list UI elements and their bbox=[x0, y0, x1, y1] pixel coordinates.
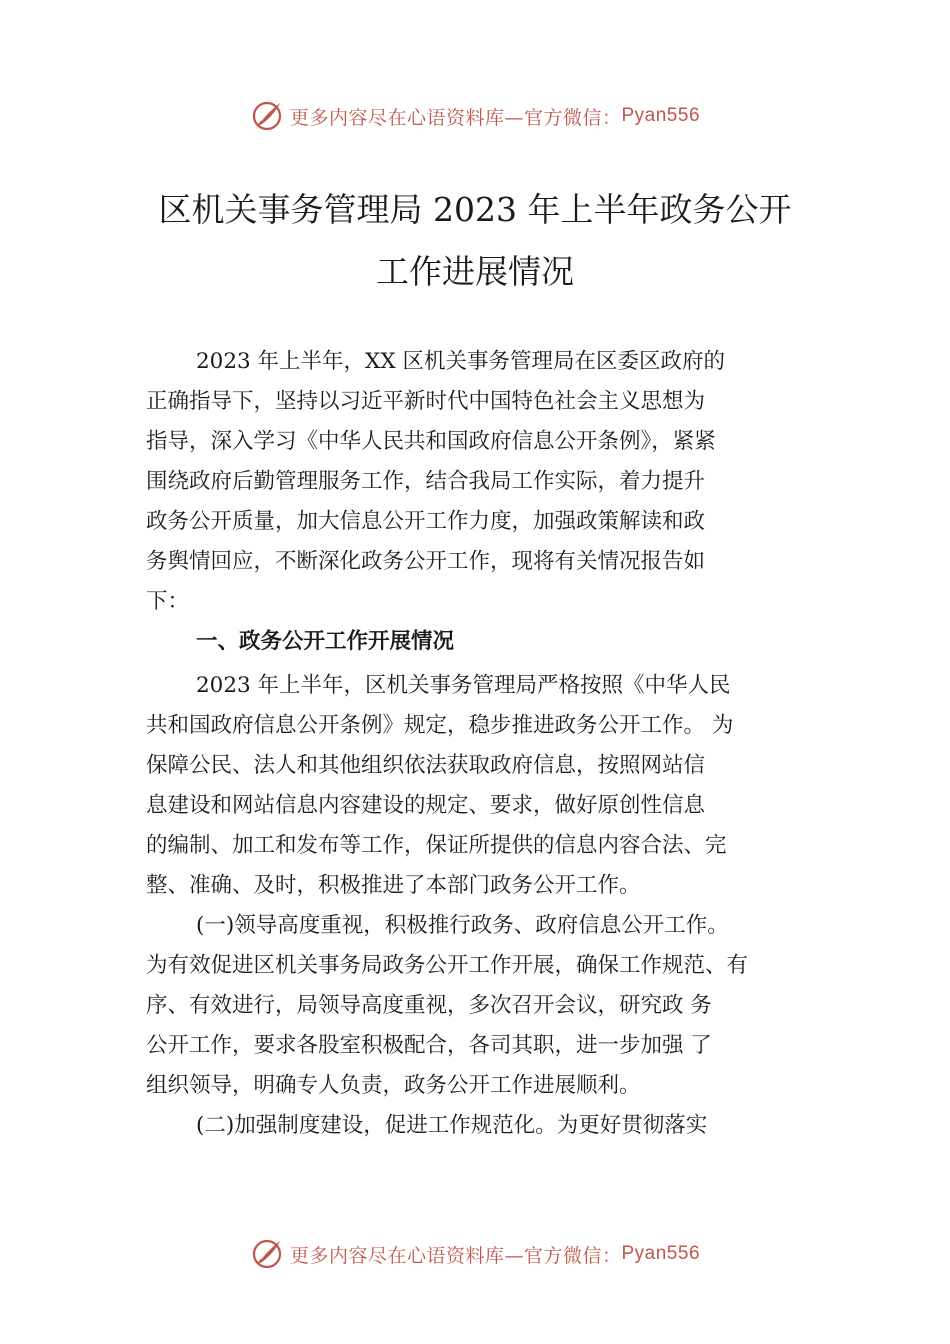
body-line: 息建设和网站信息内容建设的规定、要求，做好原创性信息 bbox=[146, 793, 706, 818]
body-line: 务舆情回应，不断深化政务公开工作，现将有关情况报告如 bbox=[146, 549, 706, 574]
watermark-account: Pyan556 bbox=[621, 1243, 701, 1264]
body-line: 为有效促进区机关事务局政务公开工作开展，确保工作规范、有 bbox=[146, 953, 749, 978]
watermark-text: 更多内容尽在心语资料库—官方微信： bbox=[289, 106, 622, 129]
body-line: 指导，深入学习《中华人民共和国政府信息公开条例》，紧紧 bbox=[146, 429, 716, 454]
footer-watermark bbox=[0, 1234, 950, 1274]
document-title-line-2: 工作进展情况 bbox=[376, 252, 574, 291]
watermark-account: Pyan556 bbox=[621, 105, 701, 126]
body-line: 政务公开质量，加大信息公开工作力度，加强政策解读和政 bbox=[146, 509, 706, 534]
body-line: 围绕政府后勤管理服务工作，结合我局工作实际，着力提升 bbox=[146, 469, 706, 494]
quill-seal-icon bbox=[250, 99, 284, 133]
body-line: 2023 年上半年，区机关事务管理局严格按照《中华人民 bbox=[196, 673, 731, 698]
body-line: 序、有效进行，局领导高度重视，多次召开会议，研究政 务 bbox=[146, 993, 712, 1018]
header-watermark bbox=[0, 96, 950, 136]
body-line: 组织领导，明确专人负责，政务公开工作进展顺利。 bbox=[146, 1073, 641, 1098]
body-line: 的编制、加工和发布等工作，保证所提供的信息内容合法、完 bbox=[146, 833, 727, 858]
body-line: 2023 年上半年，XX 区机关事务管理局在区委区政府的 bbox=[196, 349, 725, 374]
subsection-line: (二)加强制度建设，促进工作规范化。为更好贯彻落实 bbox=[196, 1113, 708, 1138]
body-line: 正确指导下，坚持以习近平新时代中国特色社会主义思想为 bbox=[146, 389, 706, 414]
body-line: 整、准确、及时，积极推进了本部门政务公开工作。 bbox=[146, 873, 641, 898]
body-line: 共和国政府信息公开条例》规定，稳步推进政务公开工作。 为 bbox=[146, 713, 734, 738]
watermark-text: 更多内容尽在心语资料库—官方微信： bbox=[289, 1244, 622, 1267]
subsection-line: (一)领导高度重视，积极推行政务、政府信息公开工作。 bbox=[196, 913, 729, 938]
quill-seal-icon bbox=[250, 1237, 284, 1271]
body-line: 下： bbox=[146, 589, 190, 614]
body-line: 公开工作，要求各股室积极配合，各司其职，进一步加强 了 bbox=[146, 1033, 712, 1058]
section-heading: 一、政务公开工作开展情况 bbox=[196, 629, 455, 654]
body-line: 保障公民、法人和其他组织依法获取政府信息，按照网站信 bbox=[146, 753, 706, 778]
document-title-line-1: 区机关事务管理局 2023 年上半年政务公开 bbox=[158, 190, 792, 229]
